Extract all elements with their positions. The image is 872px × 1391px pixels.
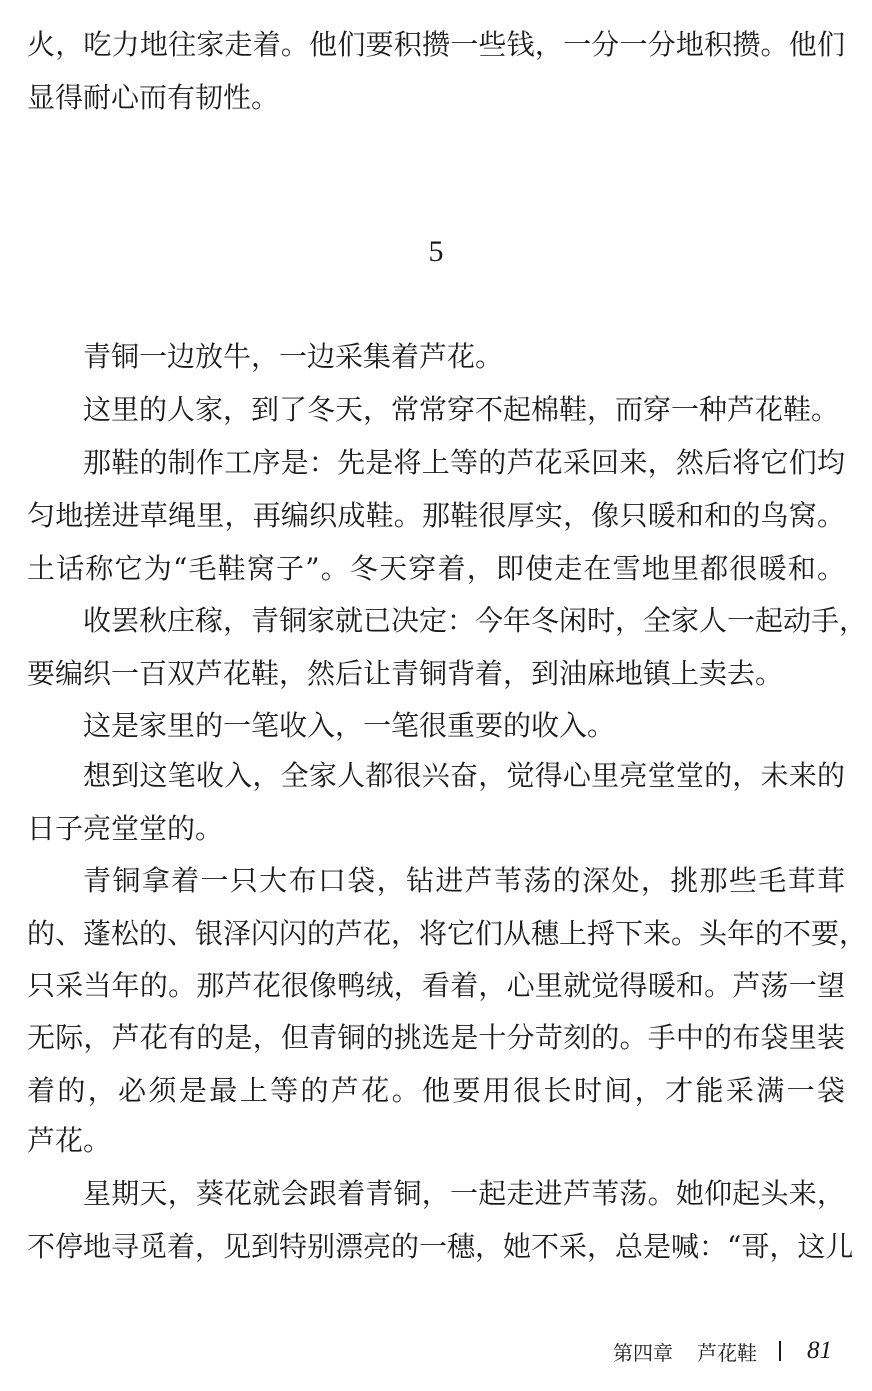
footer-chapter-title: 芦花鞋	[697, 1340, 757, 1365]
section-number: 5	[428, 235, 444, 268]
text-line: 火，吃力地往家走着。他们要积攒一些钱，一分一分地积攒。他们	[27, 28, 845, 61]
text-line: 的、蓬松的、银泽闪闪的芦花，将它们从穗上捋下来。头年的不要，	[27, 917, 868, 950]
text-line: 星期天，葵花就会跟着青铜，一起走进芦苇荡。她仰起头来，	[83, 1177, 845, 1210]
text-line: 显得耐心而有韧性。	[27, 81, 280, 114]
footer-divider	[779, 1341, 781, 1361]
text-line: 无际，芦花有的是，但青铜的挑选是十分苛刻的。手中的布袋里装	[27, 1021, 845, 1054]
text-line: 土话称它为“毛鞋窝子”。冬天穿着，即使走在雪地里都很暖和。	[27, 552, 845, 585]
text-line: 青铜一边放牛，一边采集着芦花。	[83, 340, 504, 373]
footer-chapter: 第四章	[613, 1340, 673, 1365]
text-line: 匀地搓进草绳里，再编织成鞋。那鞋很厚实，像只暖和和的鸟窝。	[27, 499, 845, 532]
text-line: 只采当年的。那芦花很像鸭绒，看着，心里就觉得暖和。芦荡一望	[27, 969, 845, 1002]
text-line: 不停地寻觅着，见到特别漂亮的一穗，她不采，总是喊：“哥，这儿	[27, 1230, 854, 1263]
text-line: 想到这笔收入，全家人都很兴奋，觉得心里亮堂堂的，未来的	[83, 759, 845, 792]
text-line: 收罢秋庄稼，青铜家就已决定：今年冬闲时，全家人一起动手，	[83, 604, 868, 637]
text-line: 这里的人家，到了冬天，常常穿不起棉鞋，而穿一种芦花鞋。	[83, 393, 840, 426]
text-line: 要编织一百双芦花鞋，然后让青铜背着，到油麻地镇上卖去。	[27, 657, 784, 690]
text-line: 芦花。	[27, 1124, 112, 1157]
page-footer	[613, 1334, 832, 1368]
text-line: 日子亮堂堂的。	[27, 812, 224, 845]
page-number: 81	[807, 1337, 832, 1364]
text-line: 青铜拿着一只大布口袋，钻进芦苇荡的深处，挑那些毛茸茸	[83, 864, 845, 897]
text-line: 着的，必须是最上等的芦花。他要用很长时间，才能采满一袋	[27, 1074, 845, 1107]
text-line: 那鞋的制作工序是：先是将上等的芦花采回来，然后将它们均	[83, 446, 845, 479]
text-line: 这是家里的一笔收入，一笔很重要的收入。	[83, 709, 616, 742]
